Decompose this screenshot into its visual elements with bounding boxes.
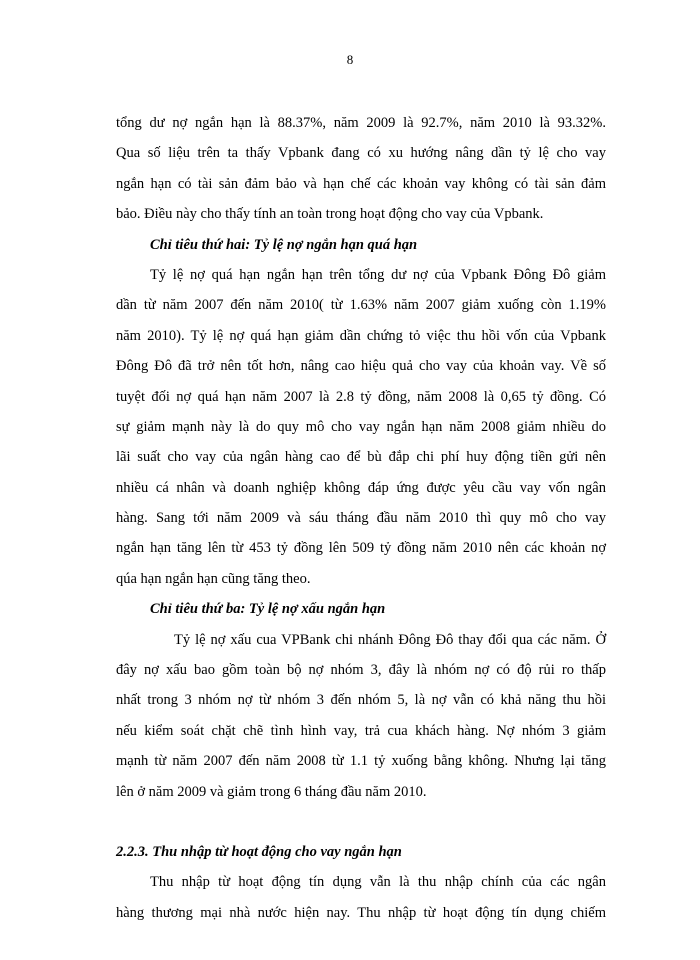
text-line: Tỷ lệ nợ quá hạn ngắn hạn trên tổng dư nợ của Vpbank Đông Đô giảm: [150, 266, 606, 283]
paragraph: [116, 108, 606, 230]
paragraph: [116, 625, 606, 807]
subsection-heading: Chỉ tiêu thứ hai: Tỷ lệ nợ ngắn hạn quá hạn: [150, 236, 418, 253]
text-line: đây nợ xấu bao gồm toàn bộ nợ nhóm 3, đây là nhóm nợ có độ rủi ro thấp: [116, 662, 606, 679]
page-number: 8: [346, 52, 354, 67]
text-line: Đông Đô đã trở nên tốt hơn, nâng cao hiệu quả cho vay của khoản vay. Về số: [116, 358, 606, 375]
text-line: mạnh từ năm 2007 đến năm 2008 từ 1.1 tỷ xuống bằng không. Nhưng lại tăng: [116, 753, 606, 770]
text-line: lãi suất cho vay của ngân hàng cao để bù đắp chi phí huy động tiền gửi nên: [116, 449, 606, 466]
text-line: năm 2010). Tỷ lệ nợ quá hạn giảm dần chứng tỏ việc thu hồi vốn của Vpbank: [116, 327, 606, 344]
text-line: bảo. Điều này cho thấy tính an toàn trong hoạt động cho vay của Vpbank.: [116, 206, 544, 223]
paragraph: [116, 260, 606, 594]
text-line: hàng. Sang tới năm 2009 và sáu tháng đầu năm 2010 thì quy mô cho vay: [116, 510, 606, 527]
section-heading: 2.2.3. Thu nhập từ hoạt động cho vay ngắn hạn: [116, 843, 402, 860]
text-line: Tỷ lệ nợ xấu cua VPBank chi nhánh Đông Đô thay đổi qua các năm. Ở: [174, 631, 606, 648]
text-line: qúa hạn ngắn hạn cũng tăng theo.: [116, 570, 311, 587]
document-body: [116, 108, 606, 928]
text-line: nếu kiểm soát chặt chẽ tình hình vay, trả cua khách hàng. Nợ nhóm 3 giảm: [116, 722, 606, 739]
text-line: nhiều cá nhân và doanh nghiệp không đáp ứng được yêu cầu vay vốn ngân: [116, 479, 606, 496]
text-line: ngắn hạn tăng lên từ 453 tỷ đồng lên 509 tỷ đồng năm 2010 nên các khoản nợ: [116, 540, 606, 557]
subsection-heading: Chỉ tiêu thứ ba: Tỷ lệ nợ xấu ngắn hạn: [150, 601, 386, 618]
text-line: tổng dư nợ ngắn hạn là 88.37%, năm 2009 là 92.7%, năm 2010 là 93.32%.: [116, 115, 606, 131]
text-line: lên ở năm 2009 và giảm trong 6 tháng đầu năm 2010.: [116, 783, 427, 800]
text-line: Thu nhập từ hoạt động tín dụng vẫn là thu nhập chính của các ngân: [150, 874, 606, 891]
text-line: sự giảm mạnh này là do quy mô cho vay ngắn hạn năm 2008 giảm nhiều do: [116, 418, 606, 435]
text-line: hàng thương mại nhà nước hiện nay. Thu nhập từ hoạt động tín dụng chiếm: [116, 904, 606, 921]
text-line: nhất trong 3 nhóm nợ từ nhóm 3 đến nhóm 5, là nợ vẫn có khả năng thu hồi: [116, 692, 606, 709]
text-line: dần từ năm 2007 đến năm 2010( từ 1.63% năm 2007 giảm xuống còn 1.19%: [116, 297, 606, 314]
text-line: Qua số liệu trên ta thấy Vpbank đang có xu hướng nâng dần tỷ lệ cho vay: [116, 145, 606, 162]
text-line: ngắn hạn có tài sản đảm bảo và hạn chế các khoản vay không có tài sản đảm: [116, 175, 606, 192]
paragraph: [116, 867, 606, 928]
text-line: tuyệt đối nợ quá hạn năm 2007 là 2.8 tỷ đồng, năm 2008 là 0,65 tỷ đồng. Có: [116, 388, 606, 405]
